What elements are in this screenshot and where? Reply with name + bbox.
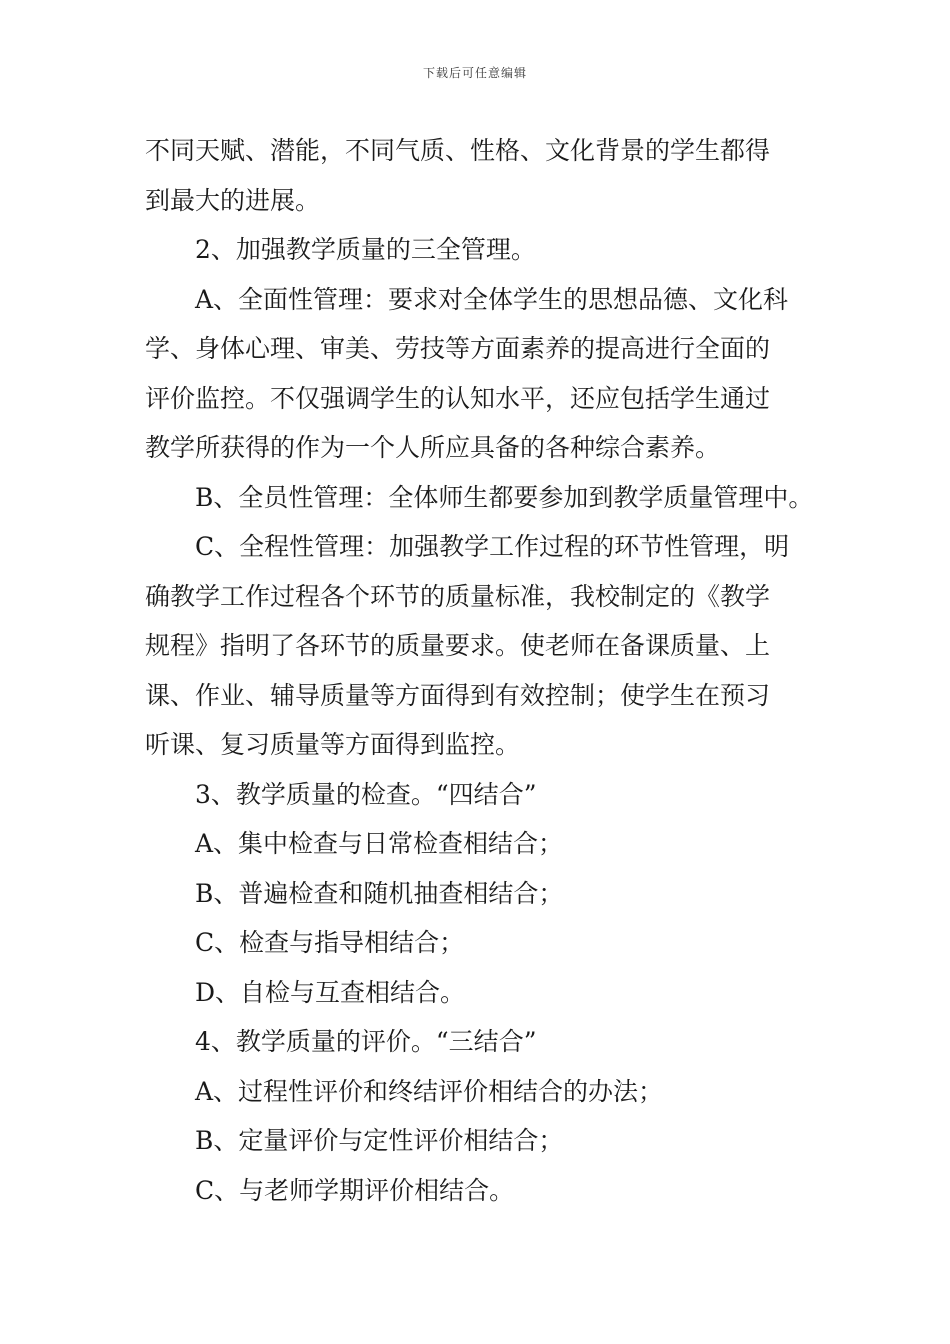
- list-item: A、过程性评价和终结评价相结合的办法；: [195, 1076, 664, 1106]
- text-line: 不同天赋、潜能，不同气质、性格、文化背景的学生都得: [145, 136, 771, 165]
- text-line: 听课、复习质量等方面得到监控。: [145, 730, 521, 759]
- text-line: C、全程性管理：加强教学工作过程的环节性管理，明: [195, 532, 790, 561]
- text-line: 学、身体心理、审美、劳技等方面素养的提高进行全面的: [145, 334, 771, 363]
- list-item: C、检查与指导相结合；: [195, 928, 465, 957]
- list-item: B、普遍检查和随机抽查相结合；: [195, 878, 564, 908]
- list-item: B、定量评价与定性评价相结合；: [195, 1126, 564, 1155]
- list-item: D、自检与互查相结合。: [195, 977, 466, 1007]
- section-heading: 2、加强教学质量的三全管理。: [195, 235, 536, 264]
- text-line: 评价监控。不仅强调学生的认知水平，还应包括学生通过: [145, 383, 771, 413]
- text-line: B、全员性管理：全体师生都要参加到教学质量管理中。: [195, 482, 814, 512]
- list-item: A、集中检查与日常检查相结合；: [195, 829, 564, 858]
- page-header-note: 下载后可任意编辑: [422, 66, 527, 80]
- text-line: 到最大的进展。: [145, 185, 321, 215]
- text-line: A、全面性管理：要求对全体学生的思想品德、文化科: [195, 284, 789, 314]
- section-heading: 3、教学质量的检查。“四结合”: [195, 779, 537, 809]
- section-heading: 4、教学质量的评价。“三结合”: [195, 1027, 537, 1056]
- text-line: 教学所获得的作为一个人所应具备的各种综合素养。: [145, 433, 721, 462]
- list-item: C、与老师学期评价相结合。: [195, 1175, 515, 1205]
- document-body: [145, 126, 814, 1215]
- text-line: 规程》指明了各环节的质量要求。使老师在备课质量、上: [145, 631, 771, 660]
- text-line: 课、作业、辅导质量等方面得到有效控制；使学生在预习: [145, 680, 771, 710]
- text-line: 确教学工作过程各个环节的质量标准，我校制定的《教学: [145, 581, 771, 611]
